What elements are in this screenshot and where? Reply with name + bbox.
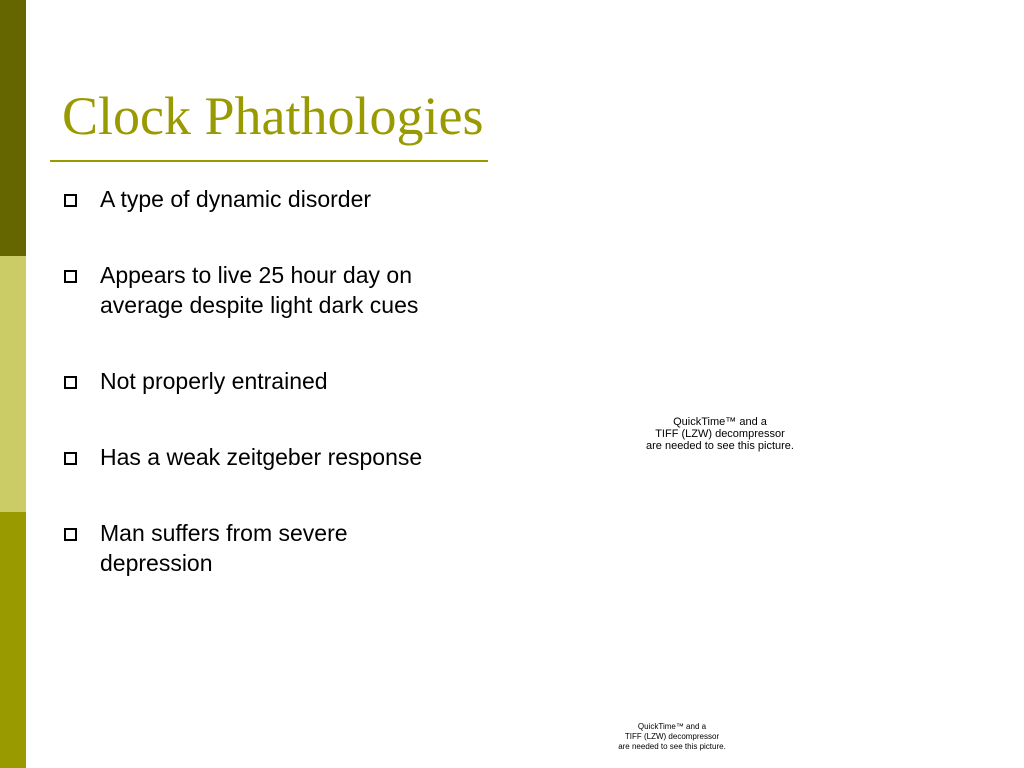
square-bullet-icon — [64, 270, 77, 283]
bullet-item — [62, 442, 487, 472]
side-bar-bottom — [0, 512, 26, 768]
bullet-list — [62, 184, 487, 624]
placeholder-text: are needed to see this picture. — [646, 440, 794, 452]
bullet-item — [62, 518, 487, 578]
image-placeholder-notice — [582, 722, 762, 752]
slide-title: Clock Phathologies — [62, 86, 484, 146]
bullet-item — [62, 184, 487, 214]
bullet-item — [62, 260, 487, 320]
image-placeholder-notice — [600, 416, 840, 452]
bullet-text: depression — [100, 550, 213, 576]
side-bar-top — [0, 0, 26, 256]
placeholder-text: QuickTime™ and a — [673, 416, 767, 428]
square-bullet-icon — [64, 376, 77, 389]
bullet-text: Has a weak zeitgeber response — [100, 444, 423, 470]
placeholder-text: are needed to see this picture. — [618, 742, 726, 751]
title-underline — [50, 160, 488, 162]
bullet-item — [62, 366, 487, 396]
placeholder-text: TIFF (LZW) decompressor — [655, 428, 785, 440]
bullet-text: A type of dynamic disorder — [100, 186, 372, 212]
side-bar-middle — [0, 256, 26, 512]
square-bullet-icon — [64, 194, 77, 207]
bullet-text: Man suffers from severe — [100, 520, 348, 546]
placeholder-text: QuickTime™ and a — [637, 722, 707, 731]
square-bullet-icon — [64, 452, 77, 465]
square-bullet-icon — [64, 528, 77, 541]
bullet-text: Appears to live 25 hour day on — [100, 262, 412, 288]
bullet-text: average despite light dark cues — [100, 292, 419, 318]
bullet-text: Not properly entrained — [100, 368, 328, 394]
placeholder-text: TIFF (LZW) decompressor — [624, 732, 720, 741]
